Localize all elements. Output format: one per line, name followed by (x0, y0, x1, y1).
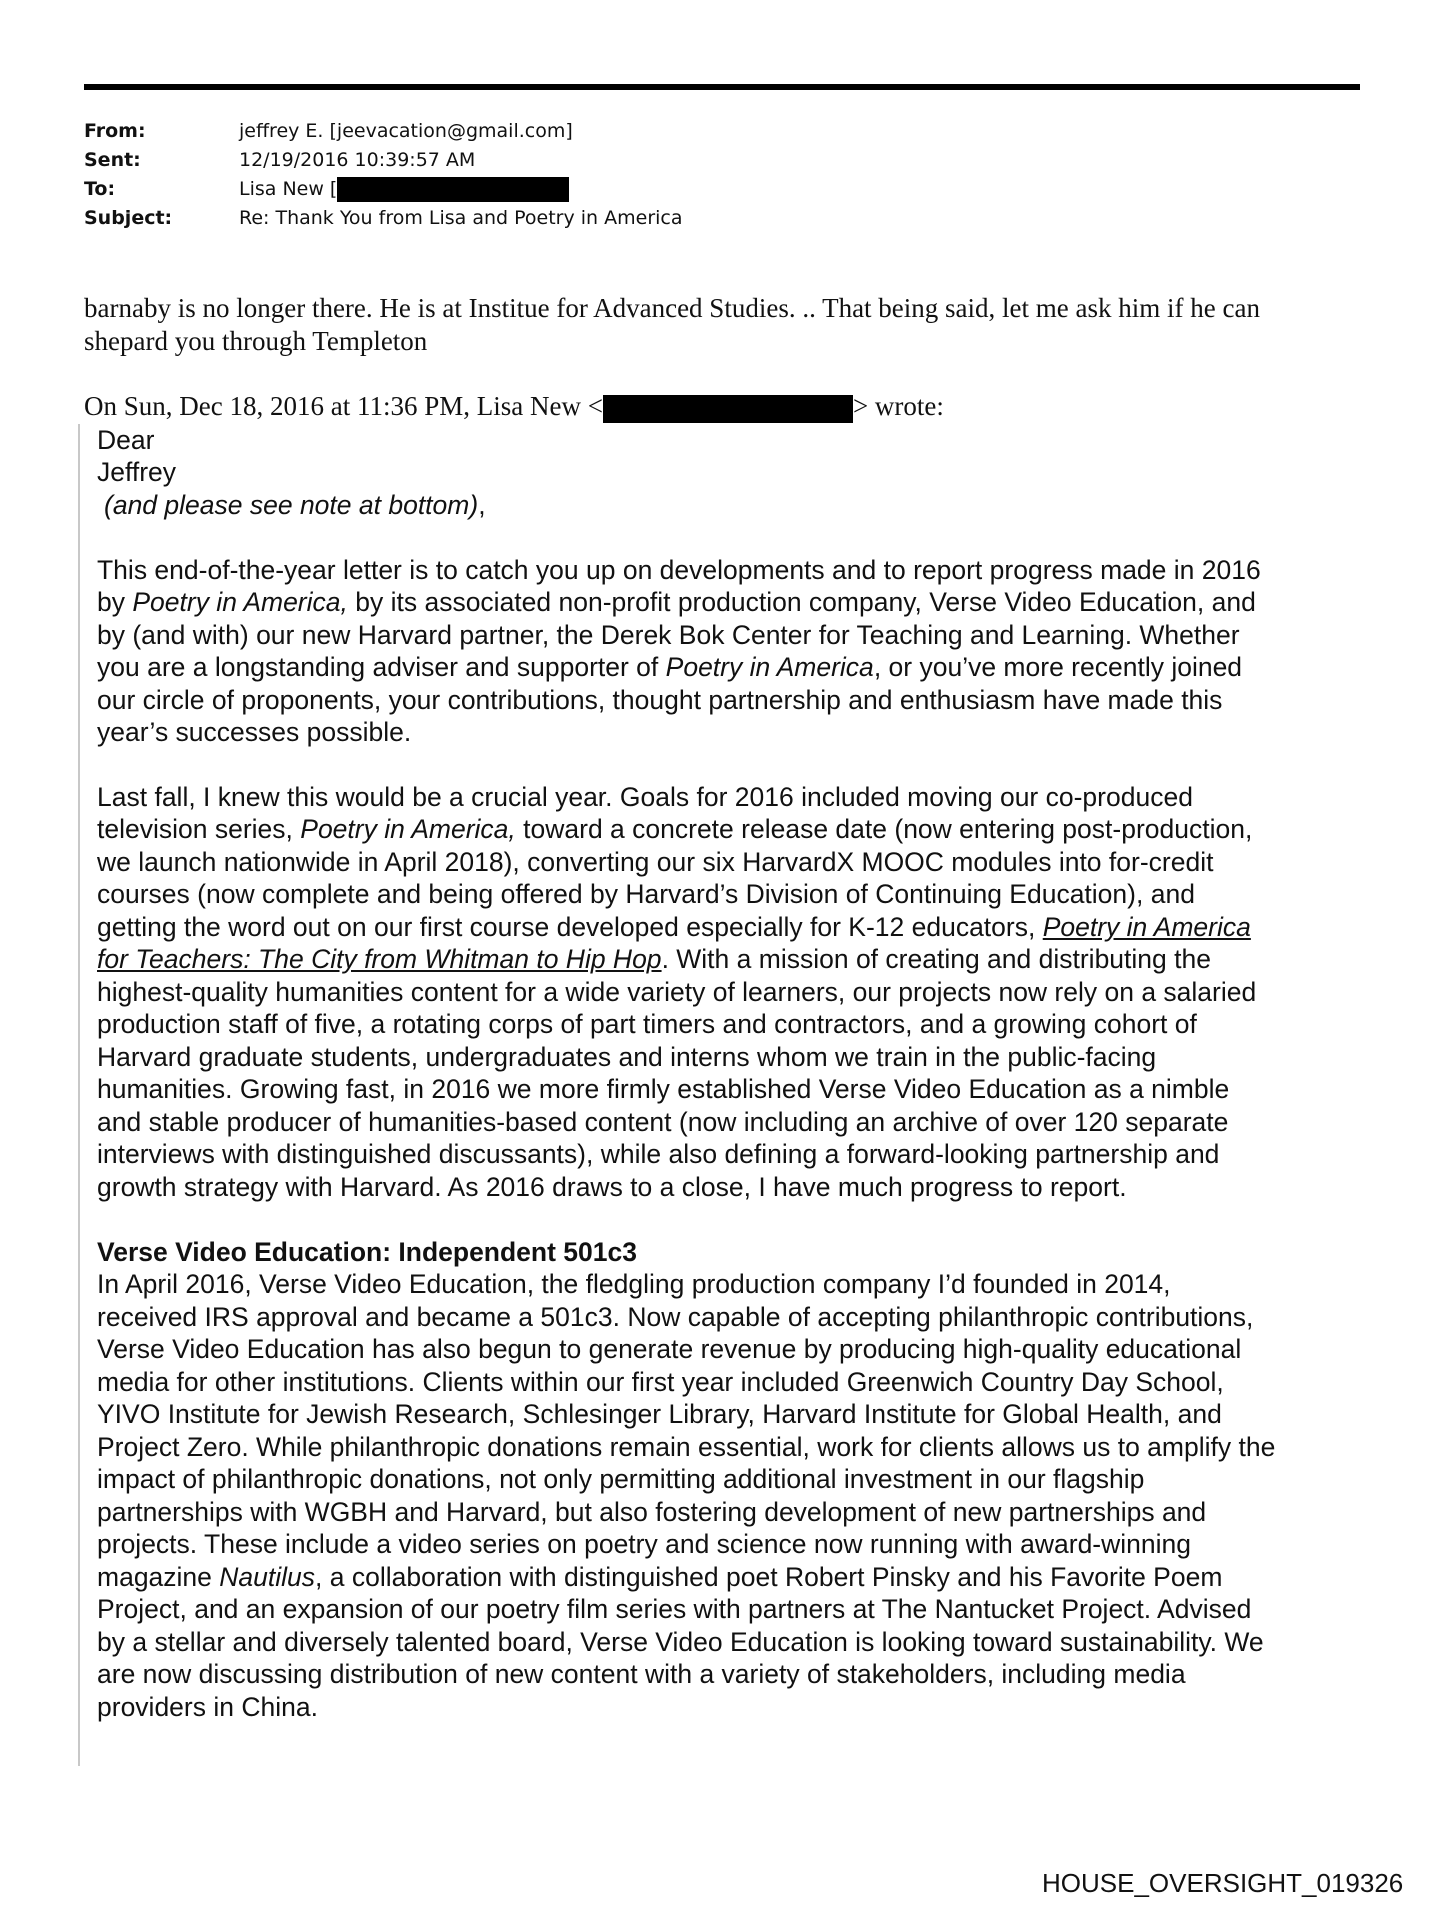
from-label: From: (84, 120, 146, 142)
to-name: Lisa New [ (239, 178, 338, 200)
para1-line (97, 651, 1242, 684)
from-value: jeffrey E. [jeevacation@gmail.com] (239, 120, 573, 142)
para2-line (97, 911, 1251, 944)
section-line: media for other institutions. Clients within our first year included Greenwich Country Day School, (97, 1367, 1224, 1397)
subject-label: Subject: (84, 207, 173, 229)
para2-line: courses (now complete and being offered by Harvard’s Division of Continuing Education), and (97, 879, 1195, 909)
para1-line (97, 586, 1256, 619)
to-value (239, 175, 569, 204)
para1-text: by its associated non-profit production company, Verse Video Education, and (347, 587, 1256, 617)
para1-italic: Poetry in America, (132, 587, 348, 617)
para1-line: This end-of-the-year letter is to catch you up on developments and to report progress made in 2016 (97, 555, 1261, 585)
greeting-dear: Dear (97, 425, 155, 455)
para2-line: we launch nationwide in April 2018), converting our six HarvardX MOOC modules into for-credit (97, 847, 1214, 877)
section-line (97, 1561, 1222, 1594)
section-line: are now discussing distribution of new content with a variety of stakeholders, including media (97, 1659, 1186, 1689)
subject-value: Re: Thank You from Lisa and Poetry in America (239, 207, 683, 229)
quote-header-before: On Sun, Dec 18, 2016 at 11:36 PM, Lisa New < (84, 391, 603, 421)
quote-header-after: > wrote: (852, 391, 944, 421)
section-line: Verse Video Education has also begun to generate revenue by producing high-quality educational (97, 1334, 1242, 1364)
para2-line: and stable producer of humanities-based content (now including an archive of over 120 separate (97, 1107, 1229, 1137)
para2-line: humanities. Growing fast, in 2016 we more firmly established Verse Video Education as a nimble (97, 1074, 1230, 1104)
para2-line: interviews with distinguished discussants), while also defining a forward-looking partnership and (97, 1139, 1220, 1169)
section-line: projects. These include a video series on poetry and science now running with award-winning (97, 1529, 1191, 1559)
para2-text: toward a concrete release date (now entering post-production, (515, 814, 1253, 844)
redaction-box (603, 395, 853, 423)
section-line: providers in China. (97, 1692, 318, 1722)
section-line: YIVO Institute for Jewish Research, Schlesinger Library, Harvard Institute for Global Health, and (97, 1399, 1222, 1429)
para2-line: Last fall, I knew this would be a crucial year. Goals for 2016 included moving our co-produced (97, 782, 1193, 812)
section-line: impact of philanthropic donations, not only permitting additional investment in our flagship (97, 1464, 1145, 1494)
para2-line: production staff of five, a rotating corps of part timers and contractors, and a growing cohort of (97, 1009, 1197, 1039)
section-line: Project Zero. While philanthropic donations remain essential, work for clients allows us to amplify the (97, 1432, 1276, 1462)
para2-line: growth strategy with Harvard. As 2016 draws to a close, I have much progress to report. (97, 1172, 1127, 1202)
para2-italic: Poetry in America, (300, 814, 516, 844)
redaction-box (337, 177, 569, 202)
course-link[interactable]: Poetry in America (1042, 912, 1251, 942)
section-line: Project, and an expansion of our poetry film series with partners at The Nantucket Project. Advised (97, 1594, 1252, 1624)
sent-value: 12/19/2016 10:39:57 AM (239, 149, 476, 171)
section-text: , a collaboration with distinguished poet Robert Pinsky and his Favorite Poem (315, 1562, 1223, 1592)
section-line: partnerships with WGBH and Harvard, but also fostering development of new partnerships and (97, 1497, 1207, 1527)
section-italic: Nautilus (219, 1562, 316, 1592)
para1-italic: Poetry in America (665, 652, 874, 682)
para2-text: . With a mission of creating and distributing the (661, 944, 1211, 974)
to-label: To: (84, 178, 116, 200)
para2-line (97, 813, 1252, 846)
para1-text: , or you’ve more recently joined (873, 652, 1243, 682)
course-link[interactable]: for Teachers: The City from Whitman to Hip Hop (97, 944, 662, 974)
para1-text: you are a longstanding adviser and supporter of (97, 652, 666, 682)
greeting-note (104, 489, 486, 522)
para2-line: highest-quality humanities content for a wide variety of learners, our projects now rely on a salaried (97, 977, 1257, 1007)
greeting-name: Jeffrey (97, 457, 177, 487)
section-text: magazine (97, 1562, 220, 1592)
section-line: received IRS approval and became a 501c3. Now capable of accepting philanthropic contributions, (97, 1302, 1254, 1332)
para2-text: getting the word out on our first course developed especially for K-12 educators, (97, 912, 1043, 942)
header-rule (84, 84, 1360, 90)
section-line: In April 2016, Verse Video Education, the fledgling production company I’d founded in 2014, (97, 1269, 1171, 1299)
para1-line: year’s successes possible. (97, 717, 412, 747)
para2-text: television series, (97, 814, 301, 844)
quote-bar (78, 424, 80, 1766)
section-heading: Verse Video Education: Independent 501c3 (97, 1237, 637, 1267)
greeting-note-italic: (and please see note at bottom) (104, 490, 479, 520)
para2-line: Harvard graduate students, undergraduates and interns whom we train in the public-facing (97, 1042, 1157, 1072)
greeting-note-end: , (478, 490, 486, 520)
quote-header (84, 390, 944, 423)
para1-text: by (97, 587, 133, 617)
reply-line-1: barnaby is no longer there. He is at Institue for Advanced Studies. .. That being said, let me ask him if he can (84, 293, 1260, 323)
para2-line (97, 943, 1211, 976)
bates-number: HOUSE_OVERSIGHT_019326 (1042, 1868, 1404, 1898)
para1-line: by (and with) our new Harvard partner, the Derek Bok Center for Teaching and Learning. Whether (97, 620, 1240, 650)
reply-line-2: shepard you through Templeton (84, 326, 428, 356)
sent-label: Sent: (84, 149, 141, 171)
section-line: by a stellar and diversely talented board, Verse Video Education is looking toward sustainability. We (97, 1627, 1264, 1657)
para1-line: our circle of proponents, your contributions, thought partnership and enthusiasm have made this (97, 685, 1223, 715)
